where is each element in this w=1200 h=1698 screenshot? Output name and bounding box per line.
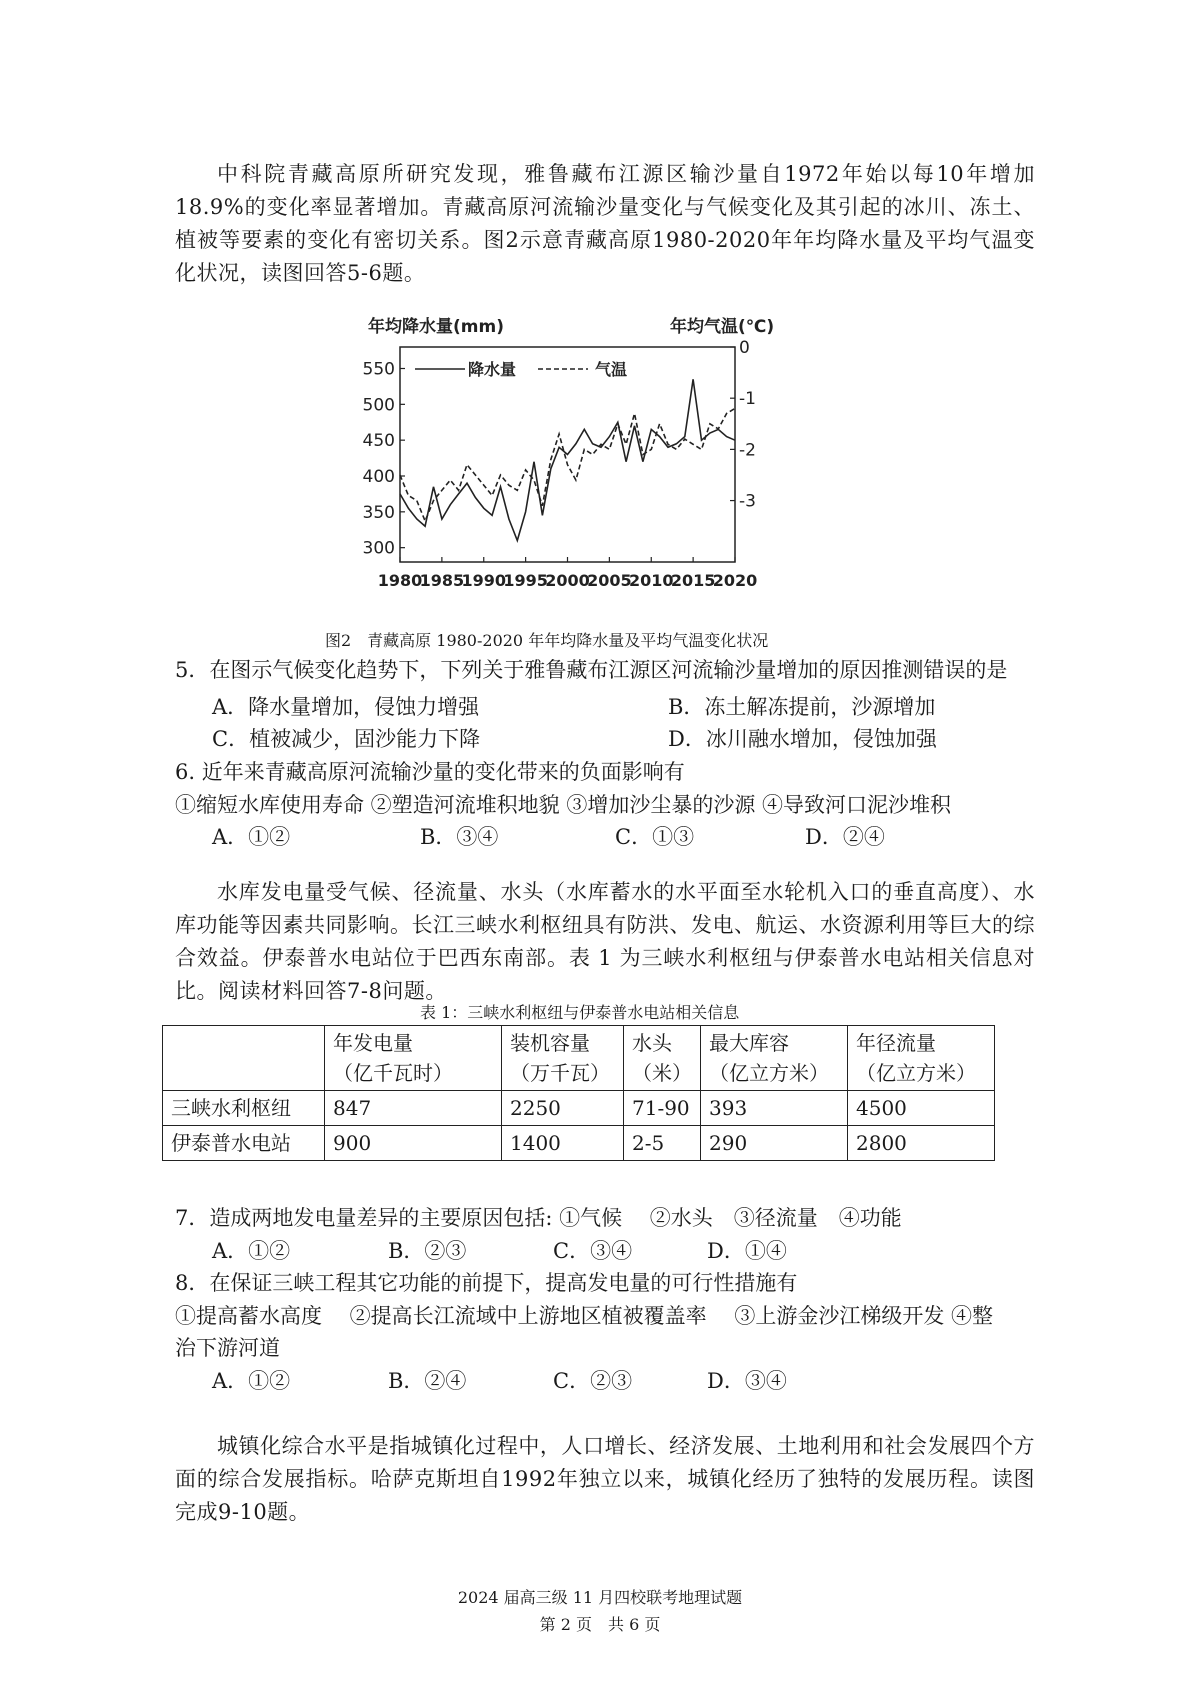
question-8-items-line-2: 治下游河道 [175,1336,280,1360]
question-7-option-d: D．①④ [707,1239,787,1263]
question-6-option-c: C．①③ [615,825,695,849]
x-tick-label: 2015 [670,571,716,590]
table-header-empty [163,1026,325,1091]
precipitation-temperature-chart [362,312,830,612]
series-layer [400,379,735,540]
y-left-tick-label: 450 [362,431,395,452]
table-cell: 71-90 [624,1091,701,1126]
x-tick-label: 2020 [712,571,758,590]
table-header-annual-generation: 年发电量 （亿千瓦时） [325,1026,502,1091]
table-cell: 900 [325,1126,502,1161]
question-6-stem: 6. 近年来青藏高原河流输沙量的变化带来的负面影响有 [175,760,685,784]
table-row [163,1126,995,1161]
footer-page-number: 第 2 页 共 6 页 [539,1615,661,1634]
y-left-tick-label: 400 [362,467,395,487]
question-8-items-line-1: ①提高蓄水高度 ②提高长江流域中上游地区植被覆盖率 ③上游金沙江梯级开发 ④整 [175,1304,994,1328]
question-8-option-a: A．①② [212,1369,291,1393]
table-caption: 表 1：三峡水利枢纽与伊泰普水电站相关信息 [420,1003,740,1022]
y-left-tick-label: 350 [362,502,395,523]
question-7-stem: 7．造成两地发电量差异的主要原因包括: ①气候 ②水头 ③径流量 ④功能 [175,1206,902,1230]
question-6-option-d: D．②④ [805,825,885,849]
question-6-option-a: A．①② [212,825,291,849]
question-8-option-c: C．②③ [553,1369,633,1393]
x-tick-label: 1985 [419,571,465,590]
y-right-tick-label: 0 [739,338,750,358]
table-cell: 847 [325,1091,502,1126]
table-row [163,1091,995,1126]
intro-paragraph-3: 城镇化综合水平是指城镇化过程中，人口增长、经济发展、土地利用和社会发展四个方面的综合发展指标。哈萨克斯坦自1992年独立以来，城镇化经历了独特的发展历程。读图完成9-10题。 [175,1434,1035,1524]
y-axis-right [730,338,756,512]
table-cell: 伊泰普水电站 [163,1126,325,1161]
table-cell: 2250 [502,1091,624,1126]
question-7-option-a: A．①② [212,1239,291,1263]
x-tick-label: 2005 [587,571,632,590]
legend-precipitation-label: 降水量 [468,360,517,379]
table-cell: 三峡水利枢纽 [163,1091,325,1126]
legend-temperature-label: 气温 [595,360,628,379]
question-8-stem: 8．在保证三峡工程其它功能的前提下，提高发电量的可行性措施有 [175,1271,798,1295]
question-5-option-a: A．降水量增加，侵蚀力增强 [212,695,480,719]
table-cell: 2-5 [624,1126,701,1161]
y-axis-right-label: 年均气温(℃) [670,317,775,337]
figure-caption: 图2 青藏高原 1980-2020 年年均降水量及平均气温变化状况 [325,631,769,650]
question-7-option-c: C．③④ [553,1239,633,1263]
table-cell: 393 [701,1091,848,1126]
y-axis-left-label: 年均降水量(mm) [368,317,504,337]
table-header-row [163,1026,995,1091]
table-header-water-head: 水头 （米） [624,1026,701,1091]
legend [415,360,627,379]
y-right-tick-label: -1 [739,389,756,410]
question-5-option-d: D．冰川融水增加，侵蚀加强 [668,727,937,751]
question-8-option-d: D．③④ [707,1369,787,1393]
table-cell: 1400 [502,1126,624,1161]
y-left-tick-label: 500 [362,395,395,416]
table-cell: 2800 [848,1126,995,1161]
x-tick-label: 1980 [377,571,423,590]
x-tick-label: 1995 [503,571,548,590]
question-7-option-b: B．②③ [388,1239,467,1263]
question-8-option-b: B．②④ [388,1369,467,1393]
y-right-tick-label: -2 [739,440,756,461]
question-5-option-c: C．植被减少，固沙能力下降 [212,727,481,751]
y-left-tick-label: 550 [362,359,395,380]
question-6-items: ①缩短水库使用寿命 ②塑造河流堆积地貌 ③增加沙尘暴的沙源 ④导致河口泥沙堆积 [175,793,952,817]
table-cell: 290 [701,1126,848,1161]
question-5-option-b: B．冻土解冻提前，沙源增加 [668,695,936,719]
question-6-option-b: B．③④ [420,825,499,849]
precipitation-series-line [400,379,735,540]
intro-paragraph-2: 水库发电量受气候、径流量、水头（水库蓄水的水平面至水轮机入口的垂直高度）、水库功能等因素共同影响。长江三峡水利枢纽具有防洪、发电、航运、水资源利用等巨大的综合效益。伊泰普水电站位于巴西东南部。表 1 为三峡水利枢纽与伊泰普水电站相关信息对比。阅读材料回答7-8问题。 [175,880,1035,1003]
x-tick-label: 2000 [545,571,590,590]
table-header-max-capacity: 最大库容 （亿立方米） [701,1026,848,1091]
table-cell: 4500 [848,1091,995,1126]
y-left-tick-label: 300 [362,538,395,559]
x-tick-label: 2010 [628,571,674,590]
question-5-stem: 5．在图示气候变化趋势下，下列关于雅鲁藏布江源区河流输沙量增加的原因推测错误的是 [175,658,1008,682]
table-header-installed-capacity: 装机容量 （万千瓦） [502,1026,624,1091]
y-right-tick-label: -3 [739,491,756,512]
hydropower-table [162,1025,995,1161]
y-axis-left [363,360,405,559]
x-tick-label: 1990 [461,571,507,590]
intro-paragraph-1: 中科院青藏高原所研究发现，雅鲁藏布江源区输沙量自1972年始以每10年增加18.9%的变化率显著增加。青藏高原河流输沙量变化与气候变化及其引起的冰川、冻土、植被等要素的变化有密切关系。图2示意青藏高原1980-2020年年均降水量及平均气温变化状况，读图回答5-6题。 [175,162,1035,285]
table-header-annual-runoff: 年径流量 （亿立方米） [848,1026,995,1091]
footer-title: 2024 届高三级 11 月四校联考地理试题 [457,1588,743,1607]
